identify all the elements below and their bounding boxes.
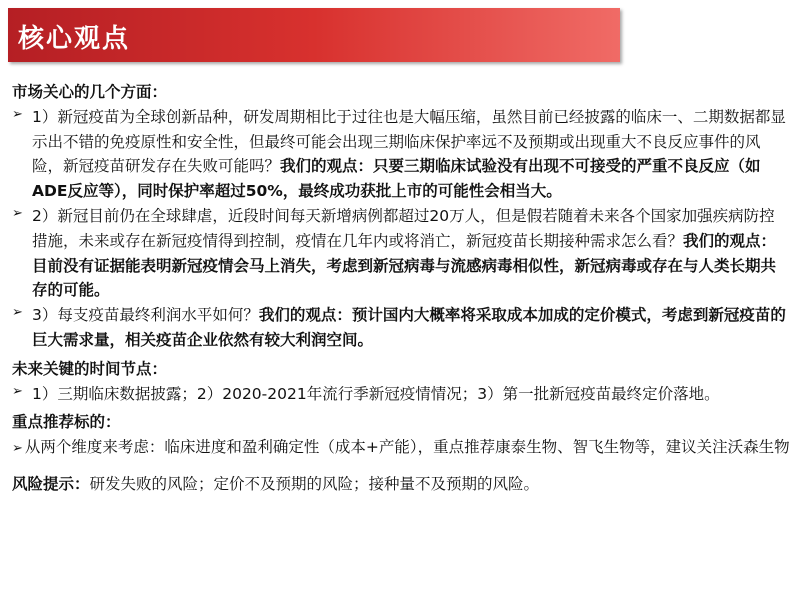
concern-3-view: 我们的观点：预计国内大概率将采取成本加成的定价模式，考虑到新冠疫苗的巨大需求量，相关疫苗企业依然有较大利润空间。 [32,306,786,349]
market-concerns-heading: 市场关心的几个方面： [12,83,168,101]
market-concern-item-3 [12,303,790,353]
picks-heading: 重点推荐标的： [12,413,121,432]
arrow-bullet-icon: ➢ [12,106,23,122]
concern-2-view: 我们的观点：目前没有证据能表明新冠疫情会马上消失，考虑到新冠病毒与流感病毒相似性，新冠病毒或存在与人类长期共存的可能。 [32,231,777,300]
concern-1-view: 我们的观点：只要三期临床试验没有出现不可接受的严重不良反应（如ADE反应等），同时保护率超过50%，最终成功获批上市的可能性会相当大。 [32,157,761,201]
concern-2-text: 2）新冠目前仍在全球肆虐，近段时间每天新增病例都超过20万人，但是假若随着未来各个国家加强疾病防控措施，未来或存在新冠疫情得到控制，疫情在几年内或将消亡，新冠疫苗长期接种需求怎么看？ [32,206,775,250]
arrow-bullet-icon: ➢ [12,441,23,457]
arrow-bullet-icon: ➢ [12,305,23,321]
arrow-bullet-icon: ➢ [12,383,23,399]
market-concern-item-1 [12,105,790,204]
arrow-bullet-icon: ➢ [12,205,23,221]
timeline-heading: 未来关键的时间节点： [12,359,168,378]
concern-1-text: 1）新冠疫苗为全球创新品种，研发周期相比于过往也是大幅压缩，虽然目前已经披露的临床一、二期数据都显示出不错的免疫原性和安全性，但最终可能会出现三期临床保护率远不及预期或出现重大不良反应事件的风险，新冠疫苗研发存在失败可能吗？ [32,107,786,176]
picks-text: 从两个维度来考虑：临床进度和盈利确定性（成本+产能），重点推荐康泰生物、智飞生物等，建议关注沃森生物 [24,438,790,457]
page-title: 核心观点 [18,24,131,54]
risk-note [12,472,790,497]
market-concern-item-2 [12,204,790,303]
timeline-item [12,382,790,407]
title-banner [8,8,620,62]
risk-text: 研发失败的风险；定价不及预期的风险；接种量不及预期的风险。 [89,474,540,493]
picks-item [12,435,790,460]
timeline-text: 1）三期临床数据披露；2）2020-2021年流行季新冠疫情情况；3）第一批新冠疫苗最终定价落地。 [32,384,720,403]
content-body [12,80,790,497]
risk-label: 风险提示： [12,474,90,493]
concern-3-text: 3）每支疫苗最终利润水平如何？ [32,306,259,325]
